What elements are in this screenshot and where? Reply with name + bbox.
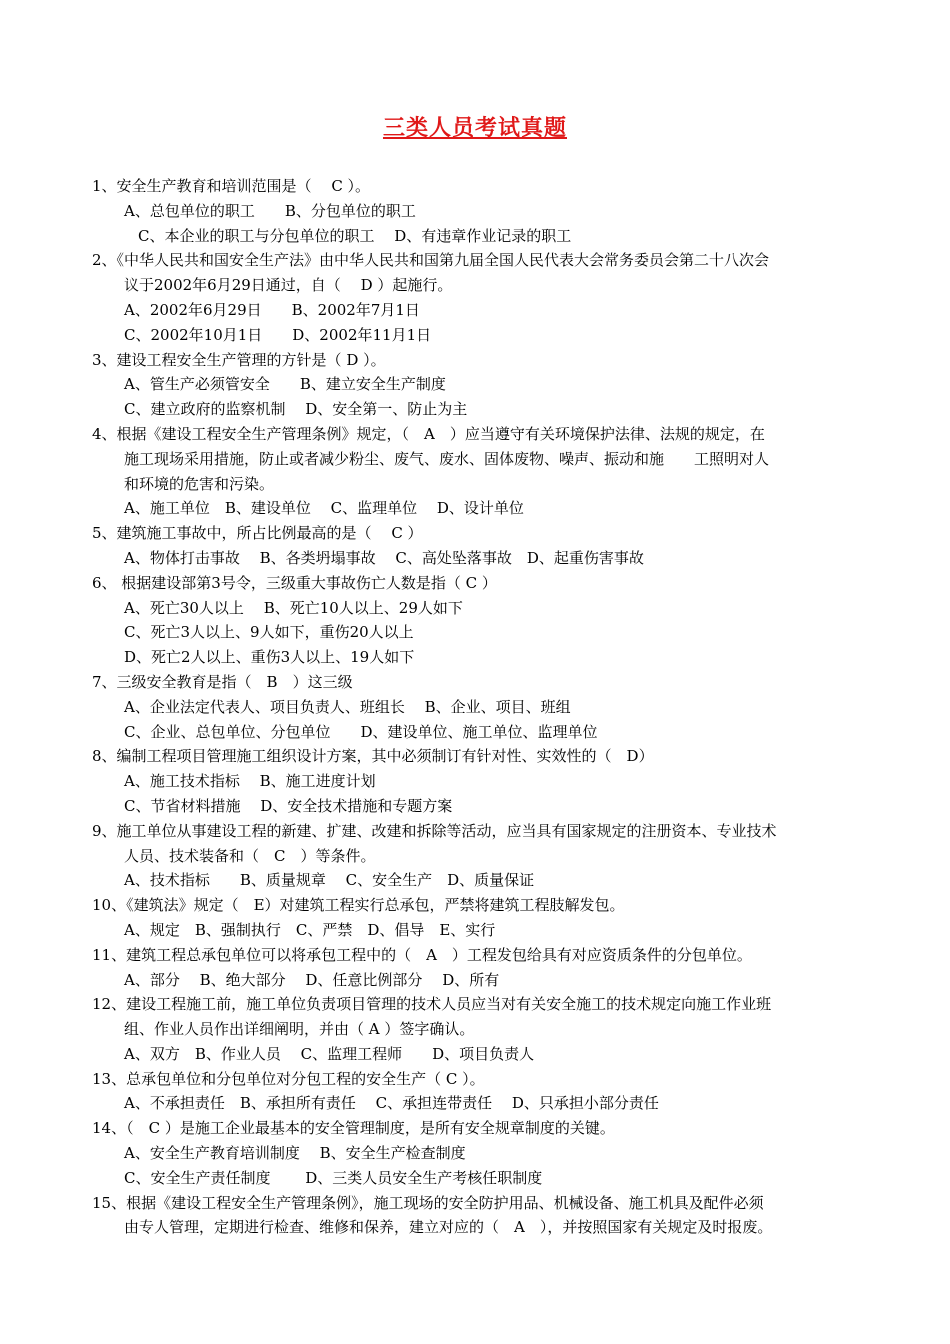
- question-list: [0, 174, 950, 1240]
- question-line: 1、安全生产教育和培训范围是（ C ）。: [92, 177, 371, 195]
- option-line: A、安全生产教育培训制度 B、安全生产检查制度: [124, 1144, 466, 1163]
- question-line: 13、总承包单位和分包单位对分包工程的安全生产（ C ）。: [92, 1069, 485, 1088]
- option-line: A、施工技术指标 B、施工进度计划: [124, 772, 376, 791]
- question-line: 4、根据《建设工程安全生产管理条例》规定，（ A ）应当遵守有关环境保护法律、法规的规定，在: [92, 424, 765, 443]
- question-line: 12、建设工程施工前，施工单位负责项目管理的技术人员应当对有关安全施工的技术规定向施工作业班: [92, 995, 772, 1014]
- question-line: 9、施工单位从事建设工程的新建、扩建、改建和拆除等活动，应当具有国家规定的注册资本、专业技术: [92, 821, 777, 840]
- question-line: 10、《建筑法》规定（ E）对建筑工程实行总承包，严禁将建筑工程肢解发包。: [92, 896, 625, 915]
- question-line: 8、编制工程项目管理施工组织设计方案，其中必须制订有针对性、实效性的（ D）: [92, 747, 654, 766]
- option-line: C、安全生产责任制度 D、三类人员安全生产考核任职制度: [124, 1168, 543, 1187]
- question-continuation: 组、作业人员作出详细阐明，并由（ A ）签字确认。: [124, 1020, 475, 1039]
- option-line: A、2002年6月29日 B、2002年7月1日: [124, 300, 420, 319]
- option-line: A、总包单位的职工 B、分包单位的职工: [124, 201, 416, 220]
- question-continuation: 议于2002年6月29日通过，自（ D ）起施行。: [124, 276, 453, 295]
- option-line: A、施工单位 B、建设单位 C、监理单位 D、设计单位: [124, 499, 524, 518]
- option-line: C、建立政府的监察机制 D、安全第一、防止为主: [124, 400, 468, 419]
- question-line: 6、 根据建设部第3号令，三级重大事故伤亡人数是指（ C ）: [92, 573, 497, 592]
- option-line: C、死亡3人以上、9人如下，重伤20人以上: [124, 623, 414, 642]
- option-line: A、规定 B、强制执行 C、严禁 D、倡导 E、实行: [124, 920, 496, 939]
- option-line: A、双方 B、作业人员 C、监理工程师 D、项目负责人: [124, 1044, 535, 1063]
- option-line: A、不承担责任 B、承担所有责任 C、承担连带责任 D、只承担小部分责任: [124, 1094, 659, 1113]
- option-line: C、企业、总包单位、分包单位 D、建设单位、施工单位、监理单位: [124, 722, 598, 741]
- option-line: C、本企业的职工与分包单位的职工 D、有违章作业记录的职工: [138, 226, 572, 245]
- question-line: 15、根据《建设工程安全生产管理条例》，施工现场的安全防护用品、机械设备、施工机具及配件必须: [92, 1193, 764, 1212]
- question-continuation: 和环境的危害和污染。: [124, 474, 275, 493]
- option-line: A、技术指标 B、质量规章 C、安全生产 D、质量保证: [124, 871, 535, 890]
- question-continuation: 由专人管理，定期进行检查、维修和保养，建立对应的（ A ），并按照国家有关规定及时报废。: [124, 1218, 773, 1237]
- question-line: 2、《中华人民共和国安全生产法》由中华人民共和国第九届全国人民代表大会常务委员会第二十八次会: [92, 251, 770, 270]
- page-title: 三类人员考试真题: [382, 116, 567, 141]
- option-line: A、管生产必须管安全 B、建立安全生产制度: [124, 375, 446, 394]
- question-line: 11、建筑工程总承包单位可以将承包工程中的（ A ）工程发包给具有对应资质条件的分包单位。: [92, 945, 752, 964]
- option-line: A、物体打击事故 B、各类坍塌事故 C、高处坠落事故 D、起重伤害事故: [124, 548, 644, 567]
- option-line: A、部分 B、绝大部分 D、任意比例部分 D、所有: [124, 970, 500, 989]
- question-continuation: 施工现场采用措施，防止或者减少粉尘、废气、废水、固体废物、噪声、振动和施 工照明对人: [124, 449, 770, 468]
- option-line: A、企业法定代表人、项目负责人、班组长 B、企业、项目、班组: [124, 697, 571, 716]
- option-line: C、节省材料措施 D、安全技术措施和专题方案: [124, 796, 453, 815]
- question-continuation: 人员、技术装备和（ C ）等条件。: [124, 846, 376, 865]
- question-line: 3、建设工程安全生产管理的方针是（ D ）。: [92, 350, 386, 369]
- option-line: A、死亡30人以上 B、死亡10人以上、29人如下: [124, 598, 463, 617]
- option-line: D、死亡2人以上、重伤3人以上、19人如下: [124, 648, 415, 667]
- question-line: 5、建筑施工事故中，所占比例最高的是（ C ）: [92, 524, 423, 543]
- question-line: 14、（ C ）是施工企业最基本的安全管理制度，是所有安全规章制度的关键。: [92, 1119, 615, 1138]
- option-line: C、2002年10月1日 D、2002年11月1日: [124, 325, 432, 344]
- question-line: 7、三级安全教育是指（ B ）这三级: [92, 672, 353, 691]
